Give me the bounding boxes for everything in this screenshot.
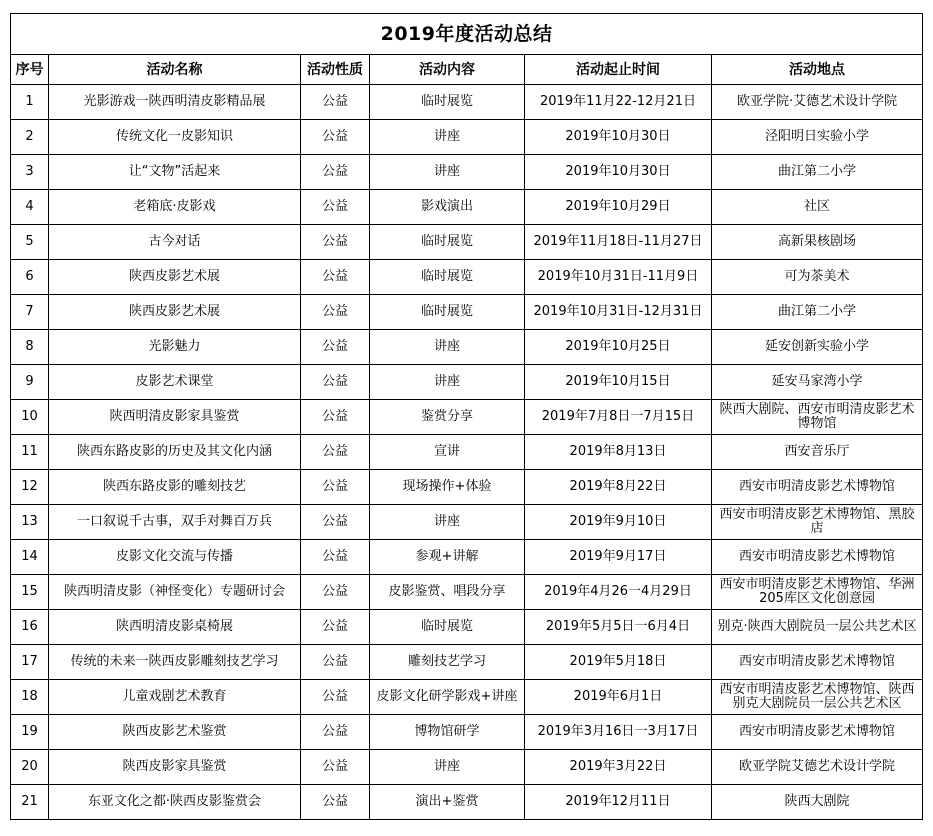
cell-place[interactable]: 西安市明清皮影艺术博物馆、陕西别克大剧院员一层公共艺术区	[712, 680, 923, 715]
cell-date[interactable]: 2019年10月31日-12月31日	[525, 295, 712, 330]
cell-type[interactable]: 公益	[301, 750, 370, 785]
cell-type[interactable]: 公益	[301, 190, 370, 225]
cell-date[interactable]: 2019年8月13日	[525, 435, 712, 470]
cell-no[interactable]: 21	[11, 785, 49, 820]
cell-name[interactable]: 一口叙说千古事，双手对舞百万兵	[49, 505, 301, 540]
cell-content[interactable]: 讲座	[370, 155, 525, 190]
cell-place[interactable]: 西安市明清皮影艺术博物馆	[712, 540, 923, 575]
cell-date[interactable]: 2019年3月22日	[525, 750, 712, 785]
cell-content[interactable]: 临时展览	[370, 85, 525, 120]
cell-content[interactable]: 现场操作+体验	[370, 470, 525, 505]
cell-date[interactable]: 2019年12月11日	[525, 785, 712, 820]
cell-type[interactable]: 公益	[301, 610, 370, 645]
cell-content[interactable]: 临时展览	[370, 225, 525, 260]
cell-name[interactable]: 让“文物”活起来	[49, 155, 301, 190]
cell-name[interactable]: 陕西东路皮影的历史及其文化内涵	[49, 435, 301, 470]
cell-date[interactable]: 2019年10月25日	[525, 330, 712, 365]
cell-date[interactable]: 2019年5月5日一6月4日	[525, 610, 712, 645]
cell-place[interactable]: 欧亚学院艾德艺术设计学院	[712, 750, 923, 785]
cell-no[interactable]: 5	[11, 225, 49, 260]
table-row	[11, 190, 923, 225]
cell-type[interactable]: 公益	[301, 155, 370, 190]
cell-name[interactable]: 皮影文化交流与传播	[49, 540, 301, 575]
cell-type[interactable]: 公益	[301, 645, 370, 680]
cell-date[interactable]: 2019年5月18日	[525, 645, 712, 680]
cell-place[interactable]: 泾阳明日实验小学	[712, 120, 923, 155]
cell-place[interactable]: 曲江第二小学	[712, 155, 923, 190]
cell-type[interactable]: 公益	[301, 435, 370, 470]
cell-date[interactable]: 2019年4月26一4月29日	[525, 575, 712, 610]
cell-name[interactable]: 陕西皮影艺术鉴赏	[49, 715, 301, 750]
cell-date[interactable]: 2019年11月18日-11月27日	[525, 225, 712, 260]
cell-place[interactable]: 别克·陕西大剧院员一层公共艺术区	[712, 610, 923, 645]
cell-type[interactable]: 公益	[301, 540, 370, 575]
cell-no[interactable]: 16	[11, 610, 49, 645]
cell-no[interactable]: 20	[11, 750, 49, 785]
cell-type[interactable]: 公益	[301, 470, 370, 505]
cell-date[interactable]: 2019年10月15日	[525, 365, 712, 400]
table-row	[11, 295, 923, 330]
cell-place[interactable]: 延安马家湾小学	[712, 365, 923, 400]
cell-content[interactable]: 讲座	[370, 120, 525, 155]
cell-name[interactable]: 陕西东路皮影的雕刻技艺	[49, 470, 301, 505]
activity-table	[10, 13, 923, 820]
cell-type[interactable]: 公益	[301, 330, 370, 365]
header-row	[11, 55, 923, 85]
cell-date[interactable]: 2019年10月30日	[525, 120, 712, 155]
cell-name[interactable]: 陕西皮影艺术展	[49, 260, 301, 295]
cell-content[interactable]: 皮影文化研学影戏+讲座	[370, 680, 525, 715]
cell-no[interactable]: 9	[11, 365, 49, 400]
cell-place[interactable]: 西安音乐厅	[712, 435, 923, 470]
cell-name[interactable]: 陕西明清皮影家具鉴赏	[49, 400, 301, 435]
cell-no[interactable]: 7	[11, 295, 49, 330]
table-row	[11, 470, 923, 505]
cell-no[interactable]: 18	[11, 680, 49, 715]
cell-place[interactable]: 西安市明清皮影艺术博物馆	[712, 715, 923, 750]
cell-no[interactable]: 4	[11, 190, 49, 225]
cell-content[interactable]: 临时展览	[370, 260, 525, 295]
cell-content[interactable]: 临时展览	[370, 295, 525, 330]
cell-name[interactable]: 传统的未来一陕西皮影雕刻技艺学习	[49, 645, 301, 680]
cell-place[interactable]: 西安市明清皮影艺术博物馆、华洲205库区文化创意园	[712, 575, 923, 610]
header-cell-date[interactable]: 活动起止时间	[525, 55, 712, 85]
cell-date[interactable]: 2019年11月22-12月21日	[525, 85, 712, 120]
cell-name[interactable]: 陕西明清皮影（神怪变化）专题研讨会	[49, 575, 301, 610]
cell-type[interactable]: 公益	[301, 715, 370, 750]
table-row	[11, 540, 923, 575]
header-cell-content[interactable]: 活动内容	[370, 55, 525, 85]
cell-content[interactable]: 宣讲	[370, 435, 525, 470]
cell-date[interactable]: 2019年3月16日一3月17日	[525, 715, 712, 750]
table-row	[11, 120, 923, 155]
cell-date[interactable]: 2019年10月29日	[525, 190, 712, 225]
cell-type[interactable]: 公益	[301, 400, 370, 435]
cell-date[interactable]: 2019年10月30日	[525, 155, 712, 190]
cell-name[interactable]: 皮影艺术课堂	[49, 365, 301, 400]
cell-place[interactable]: 社区	[712, 190, 923, 225]
cell-content[interactable]: 鉴赏分享	[370, 400, 525, 435]
table-row	[11, 155, 923, 190]
cell-place[interactable]: 西安市明清皮影艺术博物馆	[712, 645, 923, 680]
table-row	[11, 785, 923, 820]
cell-place[interactable]: 欧亚学院·艾德艺术设计学院	[712, 85, 923, 120]
header-cell-place[interactable]: 活动地点	[712, 55, 923, 85]
cell-date[interactable]: 2019年7月8日一7月15日	[525, 400, 712, 435]
cell-type[interactable]: 公益	[301, 295, 370, 330]
cell-no[interactable]: 2	[11, 120, 49, 155]
cell-type[interactable]: 公益	[301, 225, 370, 260]
table-row	[11, 225, 923, 260]
cell-name[interactable]: 光影魅力	[49, 330, 301, 365]
cell-name[interactable]: 陕西皮影家具鉴赏	[49, 750, 301, 785]
title-row	[11, 14, 923, 55]
table-row	[11, 750, 923, 785]
cell-no[interactable]: 17	[11, 645, 49, 680]
cell-place[interactable]: 西安市明清皮影艺术博物馆	[712, 470, 923, 505]
cell-place[interactable]: 高新果核剧场	[712, 225, 923, 260]
cell-name[interactable]: 儿童戏剧艺术教育	[49, 680, 301, 715]
cell-type[interactable]: 公益	[301, 575, 370, 610]
cell-no[interactable]: 10	[11, 400, 49, 435]
cell-content[interactable]: 演出+鉴赏	[370, 785, 525, 820]
cell-type[interactable]: 公益	[301, 260, 370, 295]
sheet-title[interactable]: 2019年度活动总结	[11, 14, 923, 55]
cell-no[interactable]: 1	[11, 85, 49, 120]
header-cell-type[interactable]: 活动性质	[301, 55, 370, 85]
cell-name[interactable]: 陕西皮影艺术展	[49, 295, 301, 330]
cell-content[interactable]: 讲座	[370, 365, 525, 400]
cell-no[interactable]: 14	[11, 540, 49, 575]
cell-date[interactable]: 2019年6月1日	[525, 680, 712, 715]
activity-summary-sheet	[10, 13, 922, 820]
cell-place[interactable]: 可为茶美术	[712, 260, 923, 295]
cell-type[interactable]: 公益	[301, 505, 370, 540]
cell-content[interactable]: 临时展览	[370, 610, 525, 645]
cell-place[interactable]: 陕西大剧院	[712, 785, 923, 820]
header-cell-no[interactable]: 序号	[11, 55, 49, 85]
table-row	[11, 610, 923, 645]
header-cell-name[interactable]: 活动名称	[49, 55, 301, 85]
cell-type[interactable]: 公益	[301, 85, 370, 120]
cell-date[interactable]: 2019年8月22日	[525, 470, 712, 505]
cell-content[interactable]: 博物馆研学	[370, 715, 525, 750]
cell-no[interactable]: 3	[11, 155, 49, 190]
cell-no[interactable]: 8	[11, 330, 49, 365]
table-row	[11, 85, 923, 120]
cell-content[interactable]: 皮影鉴赏、唱段分享	[370, 575, 525, 610]
table-row	[11, 400, 923, 435]
cell-name[interactable]: 光影游戏一陕西明清皮影精品展	[49, 85, 301, 120]
cell-content[interactable]: 雕刻技艺学习	[370, 645, 525, 680]
cell-no[interactable]: 12	[11, 470, 49, 505]
cell-type[interactable]: 公益	[301, 785, 370, 820]
cell-name[interactable]: 老箱底·皮影戏	[49, 190, 301, 225]
cell-date[interactable]: 2019年9月17日	[525, 540, 712, 575]
cell-name[interactable]: 陕西明清皮影桌椅展	[49, 610, 301, 645]
table-row	[11, 680, 923, 715]
cell-type[interactable]: 公益	[301, 365, 370, 400]
cell-place[interactable]: 曲江第二小学	[712, 295, 923, 330]
table-body	[11, 85, 923, 820]
table-row	[11, 260, 923, 295]
cell-name[interactable]: 古今对话	[49, 225, 301, 260]
table-row	[11, 330, 923, 365]
cell-no[interactable]: 19	[11, 715, 49, 750]
cell-date[interactable]: 2019年9月10日	[525, 505, 712, 540]
cell-no[interactable]: 6	[11, 260, 49, 295]
table-row	[11, 715, 923, 750]
table-row	[11, 365, 923, 400]
cell-name[interactable]: 传统文化一皮影知识	[49, 120, 301, 155]
cell-no[interactable]: 11	[11, 435, 49, 470]
cell-content[interactable]: 影戏演出	[370, 190, 525, 225]
cell-place[interactable]: 延安创新实验小学	[712, 330, 923, 365]
table-row	[11, 645, 923, 680]
cell-content[interactable]: 讲座	[370, 750, 525, 785]
cell-no[interactable]: 15	[11, 575, 49, 610]
cell-date[interactable]: 2019年10月31日-11月9日	[525, 260, 712, 295]
table-row	[11, 575, 923, 610]
cell-type[interactable]: 公益	[301, 680, 370, 715]
table-row	[11, 435, 923, 470]
cell-content[interactable]: 参观+讲解	[370, 540, 525, 575]
cell-place[interactable]: 西安市明清皮影艺术博物馆、黑胶店	[712, 505, 923, 540]
cell-content[interactable]: 讲座	[370, 505, 525, 540]
cell-name[interactable]: 东亚文化之都·陕西皮影鉴赏会	[49, 785, 301, 820]
table-row	[11, 505, 923, 540]
cell-place[interactable]: 陕西大剧院、西安市明清皮影艺术博物馆	[712, 400, 923, 435]
cell-type[interactable]: 公益	[301, 120, 370, 155]
cell-no[interactable]: 13	[11, 505, 49, 540]
cell-content[interactable]: 讲座	[370, 330, 525, 365]
